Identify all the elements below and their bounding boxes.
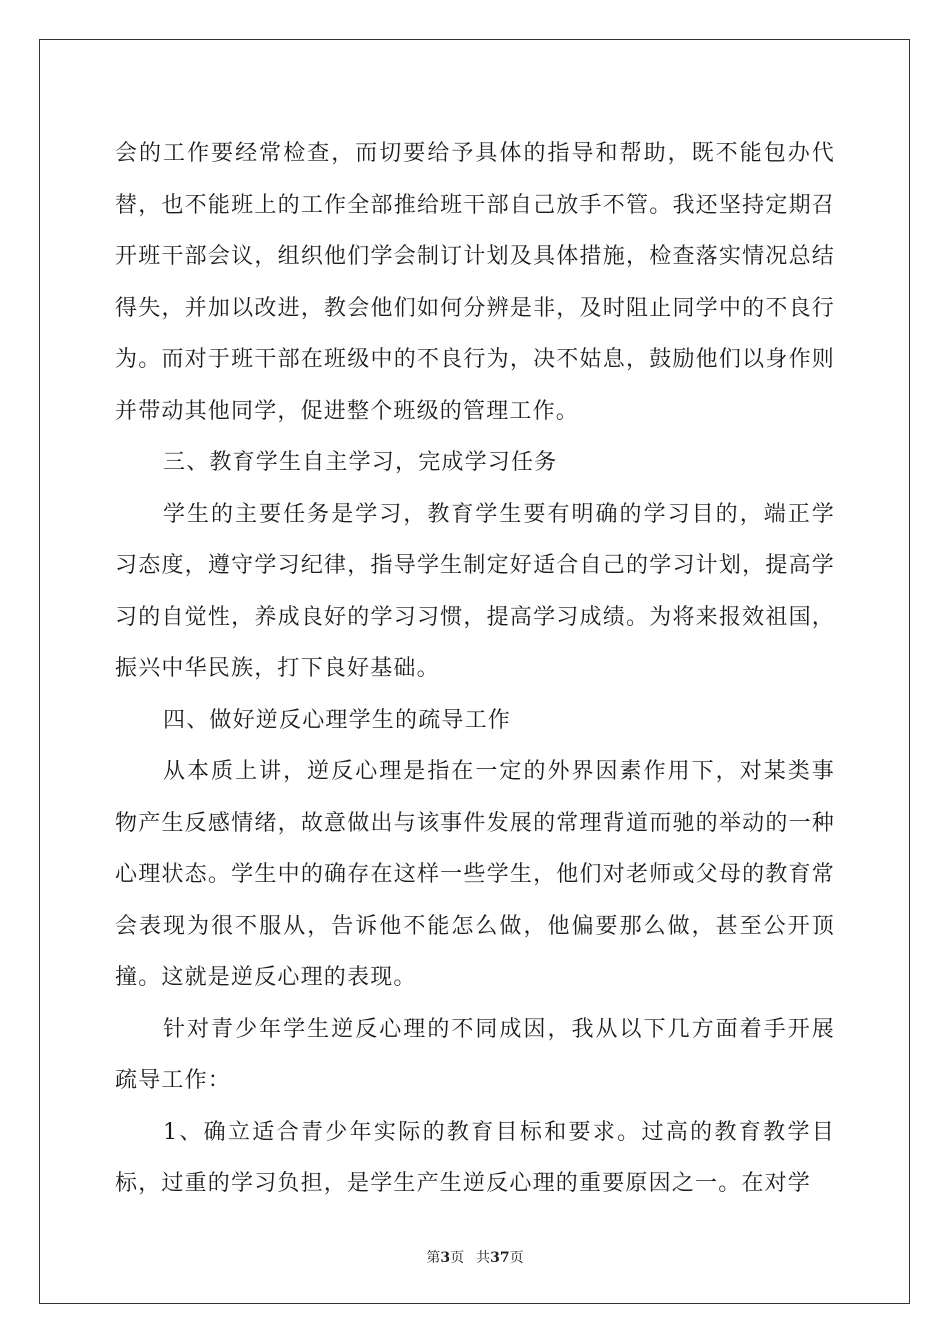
page-number: 3 (440, 1250, 451, 1266)
document-body (115, 128, 835, 1210)
page-unit: 页 (450, 1250, 465, 1266)
total-prefix: 共 (476, 1250, 491, 1266)
total-unit: 页 (509, 1250, 524, 1266)
paragraph-continuation: 会的工作要经常检查，而切要给予具体的指导和帮助，既不能包办代替，也不能班上的工作全部推给班干部自己放手不管。我还坚持定期召开班干部会议，组织他们学会制订计划及具体措施，检查落实情况总结得失，并加以改进，教会他们如何分辨是非，及时阻止同学中的不良行为。而对于班干部在班级中的不良行为，决不姑息，鼓励他们以身作则并带动其他同学，促进整个班级的管理工作。 (115, 141, 835, 424)
section-heading-3: 三、教育学生自主学习，完成学习任务 (163, 450, 558, 475)
page-prefix: 第 (426, 1250, 441, 1266)
paragraph-rebellious-psychology: 从本质上讲，逆反心理是指在一定的外界因素作用下，对某类事物产生反感情绪，故意做出与该事件发展的常理背道而驰的举动的一种心理状态。学生中的确存在这样一些学生，他们对老师或父母的教育常会表现为很不服从，告诉他不能怎么做，他偏要那么做，甚至公开顶撞。这就是逆反心理的表现。 (115, 759, 835, 990)
page-total: 37 (490, 1250, 510, 1266)
paragraph-item-1: 1、确立适合青少年实际的教育目标和要求。过高的教育教学目标，过重的学习负担，是学生产生逆反心理的重要原因之一。在对学 (115, 1119, 835, 1196)
section-heading-4: 四、做好逆反心理学生的疏导工作 (163, 707, 512, 733)
paragraph-study-goals: 学生的主要任务是学习，教育学生要有明确的学习目的，端正学习态度，遵守学习纪律，指导学生制定好适合自己的学习计划，提高学习的自觉性，养成良好的学习习惯，提高学习成绩。为将来报效祖国，振兴中华民族，打下良好基础。 (115, 501, 835, 681)
page-footer (0, 1247, 950, 1267)
paragraph-guidance-intro: 针对青少年学生逆反心理的不同成因，我从以下几方面着手开展疏导工作： (115, 1016, 835, 1093)
